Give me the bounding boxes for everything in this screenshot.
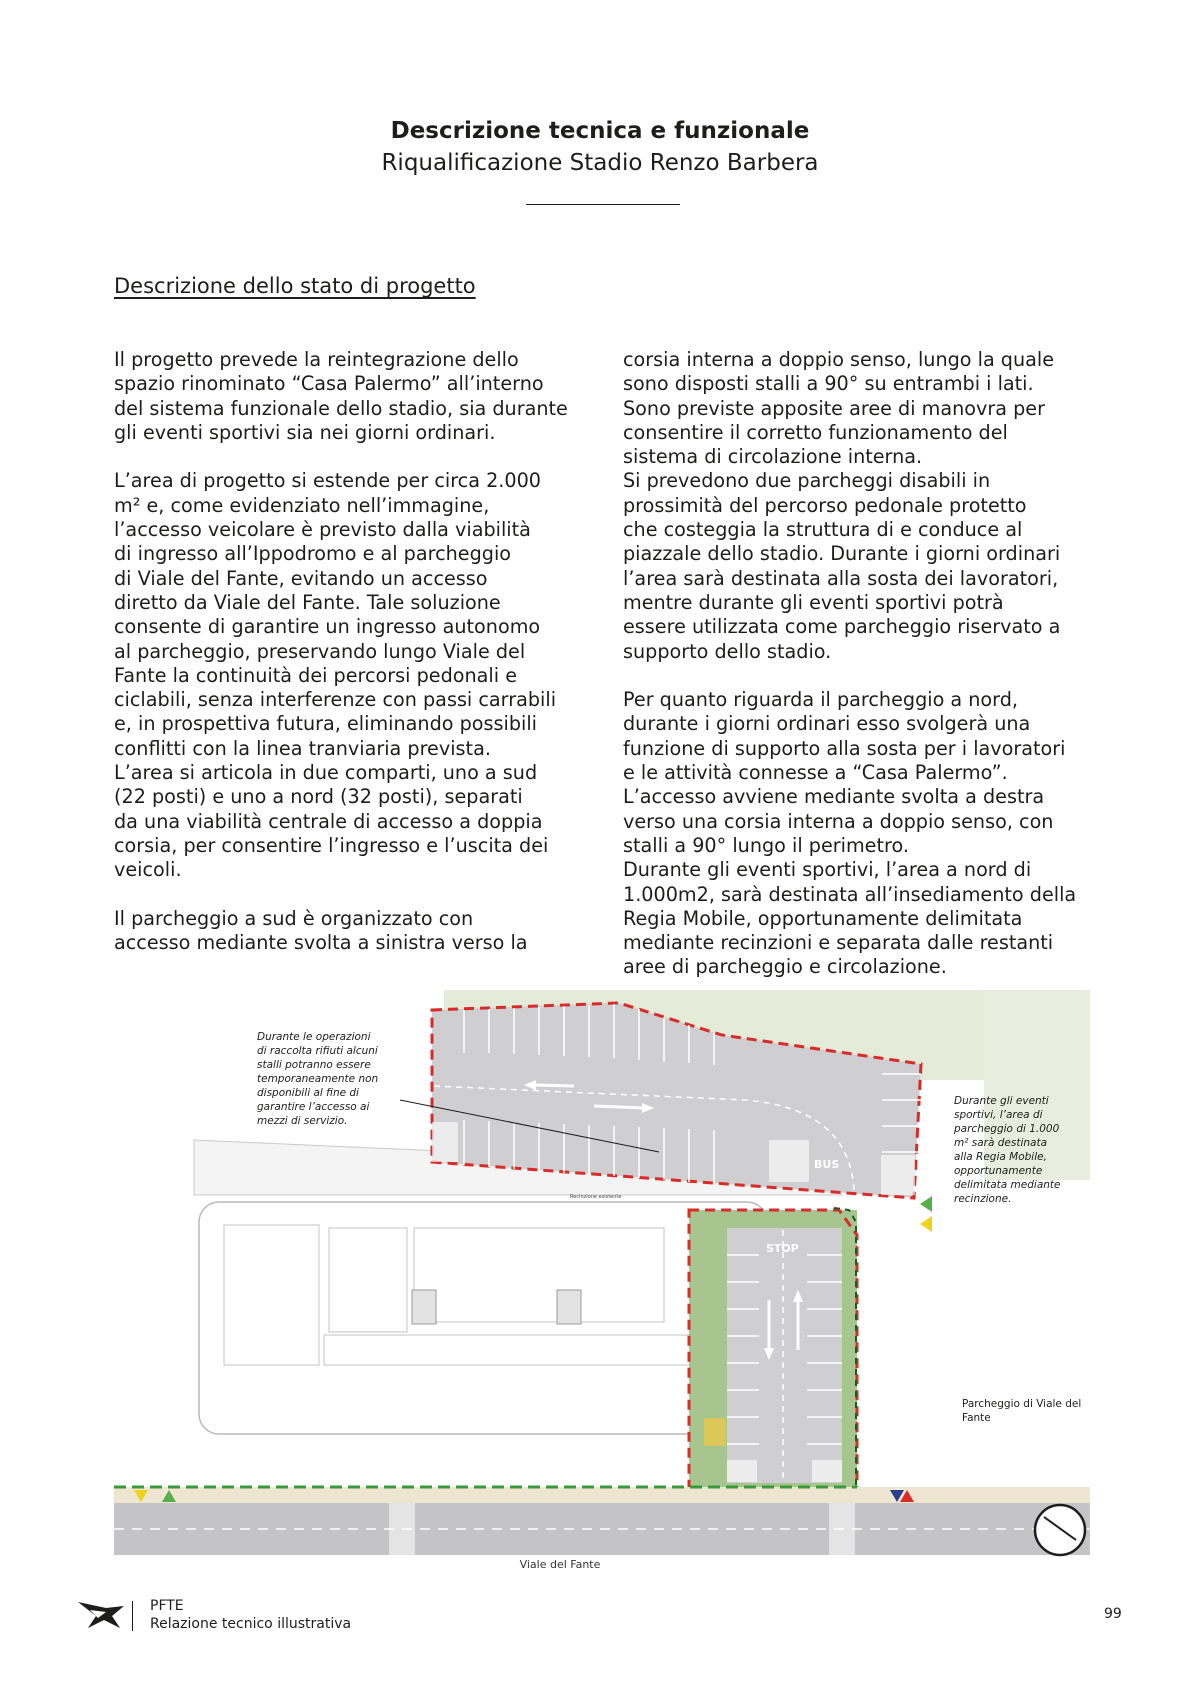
- road-marking-stop: STOP: [766, 1242, 799, 1255]
- paragraph: corsia interna a doppio senso, lungo la quale sono disposti stalli a 90° su entrambi i lati. Sono previste apposite aree di manovra per consentire il corretto funzionamento del sistema di circolazione interna. Si prevedono due parcheggi disabili in prossimità del percorso pedonale protetto che costeggia la struttura di e conduce al piazzale dello stadio. Durante i giorni ordinari l’area sarà destinata alla sosta dei lavoratori, mentre durante gli eventi sportivi potrà essere utilizzata come parcheggio riservato a supporto dello stadio.: [623, 348, 1061, 663]
- note-left-line: Durante le operazioni: [257, 1031, 371, 1043]
- paragraph: L’area di progetto si estende per circa 2.000 m² e, come evidenziato nell’immagine, l’accesso veicolare è previsto dalla viabilità di ingresso all’Ippodromo e al parcheggio di Viale del Fante, evitando un accesso diretto da Viale del Fante. Tale soluzione consente di garantire un ingresso autonomo al parcheggio, preservando lungo Viale del Fante la continuità dei percorsi pedonali e ciclabili, senza interferenze con passi carrabili e, in prospettiva futura, eliminando possibili conflitti con la linea tranviaria prevista. L’area si articola in due comparti, uno a sud (22 posti) e uno a nord (32 posti), separati da una viabilità centrale di accesso a doppia corsia, per consentire l’ingresso e l’uscita dei veicoli.: [114, 469, 557, 882]
- parking-label-line: Parcheggio di Viale del: [962, 1398, 1082, 1410]
- note-left-line: garantire l’accesso ai: [257, 1101, 370, 1113]
- eagle-logo-icon: [76, 1598, 126, 1632]
- disabled-parking-stall: [704, 1418, 726, 1446]
- note-right-line: recinzione.: [954, 1193, 1012, 1205]
- note-right-line: sportivi, l’area di: [954, 1109, 1043, 1121]
- note-right-line: parcheggio di 1.000: [954, 1123, 1060, 1135]
- hatched-area: [812, 1460, 842, 1482]
- north-arrow-icon: [1035, 1505, 1085, 1555]
- title-divider: [526, 204, 680, 205]
- paragraph: Per quanto riguarda il parcheggio a nord, durante i giorni ordinari esso svolgerà una funzione di supporto alla sosta per i lavoratori e le attività connesse a “Casa Palermo”. L’accesso avviene mediante svolta a destra verso una corsia interna a doppio senso, con stalli a 90° lungo il perimetro. Durante gli eventi sportivi, l’area a nord di 1.000m2, sarà destinata all’insediamento della Regia Mobile, opportunamente delimitata mediante recinzioni e separata dalle restanti aree di parcheggio e circolazione.: [623, 688, 1077, 979]
- hatched-area: [727, 1460, 757, 1482]
- note-left-line: temporaneamente non: [257, 1073, 379, 1085]
- road-marking-bus: BUS: [814, 1158, 840, 1171]
- note-right-line: delimitata mediante: [954, 1179, 1061, 1191]
- parking-label-line: Fante: [962, 1412, 991, 1424]
- page-subtitle: Riqualificazione Stadio Renzo Barbera: [381, 150, 819, 176]
- sidewalk: [114, 1487, 1090, 1503]
- paragraph: Il parcheggio a sud è organizzato con accesso mediante svolta a sinistra verso la: [114, 906, 528, 955]
- site-plan: [114, 990, 1090, 1575]
- footer-doc-code: PFTE: [150, 1598, 184, 1614]
- footer-divider: [132, 1601, 133, 1631]
- stair-icon: [412, 1290, 436, 1324]
- note-left: [257, 1031, 378, 1127]
- note-right-line: opportunamente: [954, 1165, 1043, 1177]
- note-left-line: mezzi di servizio.: [257, 1115, 348, 1127]
- page-title: Descrizione tecnica e funzionale: [390, 118, 810, 144]
- note-right-line: m² sarà destinata: [954, 1137, 1048, 1149]
- paragraph: Il progetto prevede la reintegrazione dello spazio rinominato “Casa Palermo” all’interno del sistema funzionale dello stadio, sia durante gli eventi sportivi sia nei giorni ordinari.: [114, 348, 568, 444]
- note-right-line: Durante gli eventi: [954, 1095, 1049, 1107]
- note-left-line: disponibili al fine di: [257, 1087, 359, 1099]
- footer-doc-title: Relazione tecnico illustrativa: [150, 1616, 352, 1632]
- body-column-left: [114, 348, 594, 980]
- stair-icon: [557, 1290, 581, 1324]
- body-column-right: [623, 348, 1103, 1004]
- road-label: Viale del Fante: [519, 1558, 601, 1571]
- note-left-line: stalli potranno essere: [257, 1059, 371, 1071]
- crosswalk: [829, 1503, 855, 1555]
- building-outline: [199, 1202, 767, 1434]
- note-right-line: alla Regia Mobile,: [954, 1151, 1047, 1163]
- section-title: Descrizione dello stato di progetto: [114, 274, 476, 298]
- note-left-line: di raccolta rifiuti alcuni: [257, 1045, 378, 1057]
- crosswalk: [389, 1503, 415, 1555]
- page-number: 99: [1104, 1606, 1122, 1622]
- fence-label: Recinzione esistente: [570, 1194, 622, 1200]
